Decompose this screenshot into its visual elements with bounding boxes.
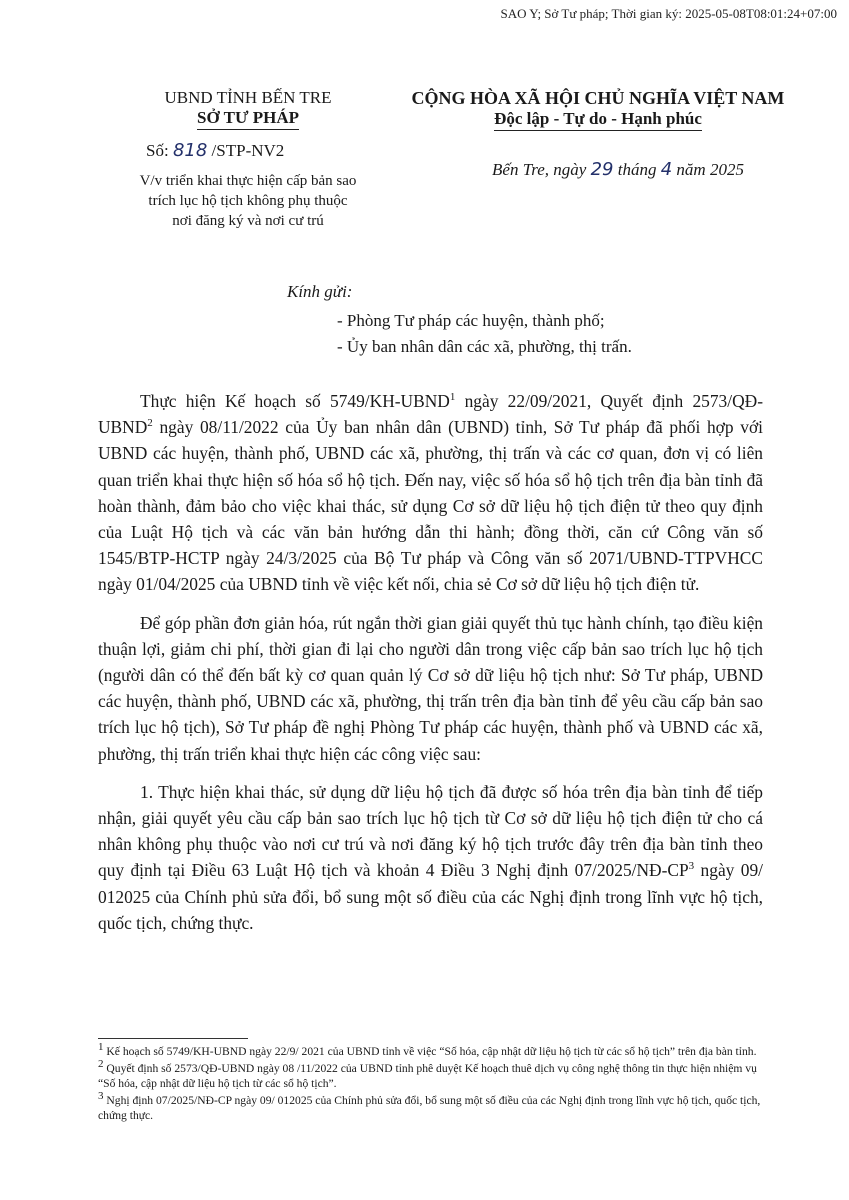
date-month-label: tháng — [617, 160, 657, 179]
footnote-ref: 3 — [688, 860, 695, 873]
recipient-item: - Phòng Tư pháp các huyện, thành phố; — [337, 311, 605, 330]
document-body — [98, 388, 763, 948]
agency-name: UBND TỈNH BẾN TRE — [164, 88, 332, 107]
footnote-ref: 2 — [147, 417, 153, 430]
recipient-item: - Ủy ban nhân dân các xã, phường, thị trấn. — [337, 337, 632, 356]
document-subject — [108, 171, 388, 231]
document-date — [388, 159, 808, 180]
footnote-item: $^2$ Quyết định số 2573/QĐ-UBND ngày 08 /11/2022 của UBND tỉnh phê duyệt Kế hoạch thuê dịch vụ công nghệ thông tin thực hiện nhiệm vụ “Số hóa, cập nhật dữ liệu hộ tịch từ các sổ hộ tịch”. — [98, 1058, 757, 1090]
footnote-divider — [98, 1038, 248, 1039]
number-suffix: /STP-NV2 — [211, 141, 285, 160]
date-year: năm 2025 — [676, 160, 744, 179]
handwritten-day: 29 — [590, 159, 614, 180]
paragraph-context: Thực hiện Kế hoạch số 5749/KH-UBND$^1$ ngày 22/09/2021, Quyết định 2573/QĐ-UBND$^2$ ngày 08/11/2022 của Ủy ban nhân dân (UBND) tỉnh, Sở Tư pháp đã phối hợp với UBND các huyện, thành phố, UBND các xã, phường, thị trấn và các cơ quan, đơn vị có liên quan triển khai thực hiện số hóa sổ hộ tịch. Đến nay, việc số hóa sổ hộ tịch trên địa bàn tỉnh đã hoàn thành, đảm bảo cho việc khai thác, sử dụng Cơ sở dữ liệu hộ tịch điện tử theo quy định của Luật Hộ tịch và các văn bản hướng dẫn thi hành; đồng thời, căn cứ Công văn số 1545/BTP-HCTP ngày 24/3/2025 của Bộ Tư pháp và Công văn số 2071/UBND-TTPVHCC ngày 01/04/2025 của UBND tỉnh về việc kết nối, chia sẻ Cơ sở dữ liệu hộ tịch điện tử. — [98, 391, 763, 595]
document-number — [108, 140, 388, 161]
subject-line: V/v triển khai thực hiện cấp bản sao — [139, 173, 357, 189]
paragraph-task-1: 1. Thực hiện khai thác, sử dụng dữ liệu hộ tịch đã được số hóa trên địa bàn tỉnh để tiếp nhận, giải quyết yêu cầu cấp bản sao trích lục hộ tịch từ Cơ sở dữ liệu hộ tịch điện tử cho cá nhân không phụ thuộc vào nơi cư trú và nơi đăng ký hộ tịch trước đây trên địa bàn tỉnh theo quy định tại Điều 63 Luật Hộ tịch và khoản 4 Điều 3 Nghị định $07/2025/NĐ-CP^3$ ngày 09/ 012025 của Chính phủ sửa đổi, bổ sung một số điều của các Nghị định trong lĩnh vực hộ tịch, quốc tịch, chứng thực. — [98, 781, 763, 933]
footnote-item: $^3$ Nghị định 07/2025/NĐ-CP ngày 09/ 012025 của Chính phủ sửa đổi, bổ sung một số điều của các Nghị định trong lĩnh vực hộ tịch, quốc tịch, chứng thực. — [98, 1090, 761, 1122]
paragraph-purpose: Để góp phần đơn giản hóa, rút ngắn thời gian giải quyết thủ tục hành chính, tạo điều kiện thuận lợi, giảm chi phí, thời gian đi lại cho người dân trong việc cấp bản sao trích lục hộ tịch (người dân có thể đến bất kỳ cơ quan quản lý Cơ sở dữ liệu hộ tịch như: Sở Tư pháp, UBND các huyện, thành phố, UBND các xã, phường, thị trấn trên địa bàn tỉnh để yêu cầu cấp bản sao trích lục hộ tịch), Sở Tư pháp đề nghị Phòng Tư pháp các huyện, thành phố và UBND các xã, phường, thị trấn triển khai thực hiện các công việc sau: — [98, 612, 763, 764]
national-motto: Độc lập - Tự do - Hạnh phúc — [494, 109, 702, 131]
subject-line: trích lục hộ tịch không phụ thuộc — [148, 193, 348, 209]
issuing-agency-block — [108, 88, 388, 231]
footnote-ref: 1 — [449, 391, 456, 404]
date-prefix: Bến Tre, ngày — [492, 160, 587, 179]
handwritten-number: 818 — [172, 140, 208, 161]
footnotes — [98, 1041, 763, 1125]
footnote-item: $^1$ Kế hoạch số 5749/KH-UBND ngày 22/9/ 2021 của UBND tỉnh về việc “Số hóa, cập nhật dữ liệu hộ tịch từ các sổ hộ tịch” trên địa bàn tỉnh. — [98, 1041, 757, 1058]
handwritten-month: 4 — [660, 159, 673, 180]
greeting: Kính gửi: — [287, 282, 353, 301]
number-prefix: Số: — [146, 141, 169, 160]
national-header-block — [388, 88, 808, 180]
department-name: SỞ TƯ PHÁP — [197, 108, 299, 130]
recipient-list — [337, 308, 632, 360]
nation-name: CỘNG HÒA XÃ HỘI CHỦ NGHĨA VIỆT NAM — [411, 88, 785, 108]
subject-line: nơi đăng ký và nơi cư trú — [172, 213, 324, 229]
digital-signature-stamp: SAO Y; Sở Tư pháp; Thời gian ký: 2025-05-08T08:01:24+07:00 — [500, 6, 837, 21]
